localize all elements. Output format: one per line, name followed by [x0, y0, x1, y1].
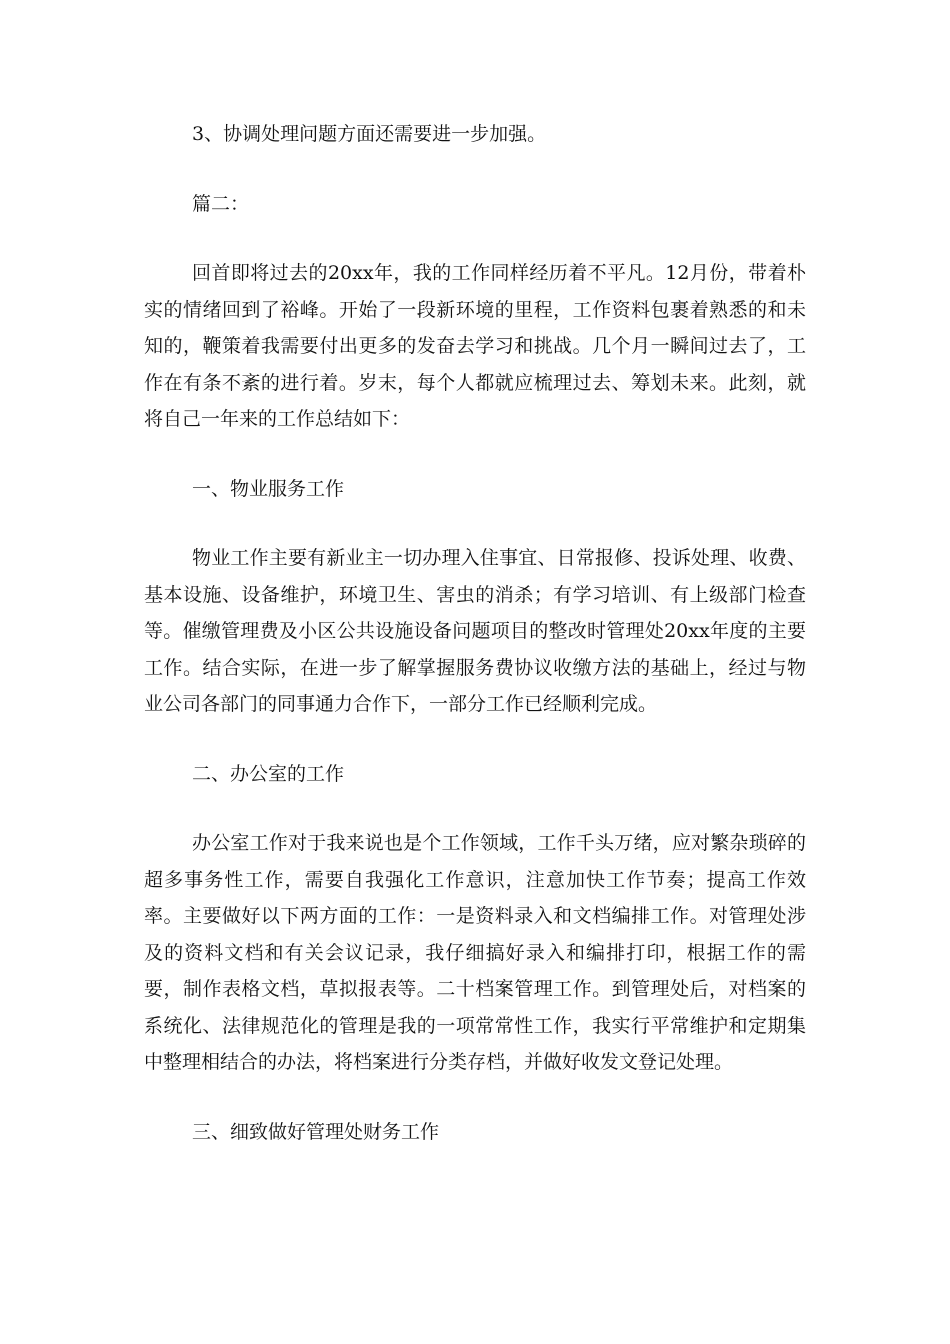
document-body	[144, 116, 806, 1183]
section-heading-property-service: 一、物业服务工作	[192, 477, 345, 500]
property-service-paragraph: 物业工作主要有新业主一切办理入住事宜、日常报修、投诉处理、收费、基本设施、设备维护，环境卫生、害虫的消杀；有学习培训、有上级部门检查等。催缴管理费及小区公共设施设备问题项目的整改时管理处20xx年度的主要工作。结合实际，在进一步了解掌握服务费协议收缴方法的基础上，经过与物业公司各部门的同事通力合作下，一部分工作已经顺利完成。	[144, 547, 806, 715]
intro-paragraph: 回首即将过去的20xx年，我的工作同样经历着不平凡。12月份，带着朴实的情绪回到了裕峰。开始了一段新环境的里程，工作资料包裹着熟悉的和未知的，鞭策着我需要付出更多的发奋去学习和挑战。几个月一瞬间过去了，工作在有条不紊的进行着。岁末，每个人都就应梳理过去、筹划未来。此刻，就将自己一年来的工作总结如下：	[144, 262, 806, 430]
office-work-paragraph: 办公室工作对于我来说也是个工作领域，工作千头万绪，应对繁杂琐碎的超多事务性工作，需要自我强化工作意识，注意加快工作节奏；提高工作效率。主要做好以下两方面的工作：一是资料录入和文档编排工作。对管理处涉及的资料文档和有关会议记录，我仔细搞好录入和编排打印，根据工作的需要，制作表格文档，草拟报表等。二十档案管理工作。到管理处后，对档案的系统化、法律规范化的管理是我的一项常常性工作，我实行平常维护和定期集中整理相结合的办法，将档案进行分类存档，并做好收发文登记处理。	[144, 832, 806, 1073]
list-item-3: 3、协调处理问题方面还需要进一步加强。	[192, 123, 547, 145]
section-heading-office-work: 二、办公室的工作	[192, 762, 345, 785]
section-heading-part-two: 篇二：	[192, 192, 250, 215]
section-heading-finance-work: 三、细致做好管理处财务工作	[192, 1120, 440, 1143]
